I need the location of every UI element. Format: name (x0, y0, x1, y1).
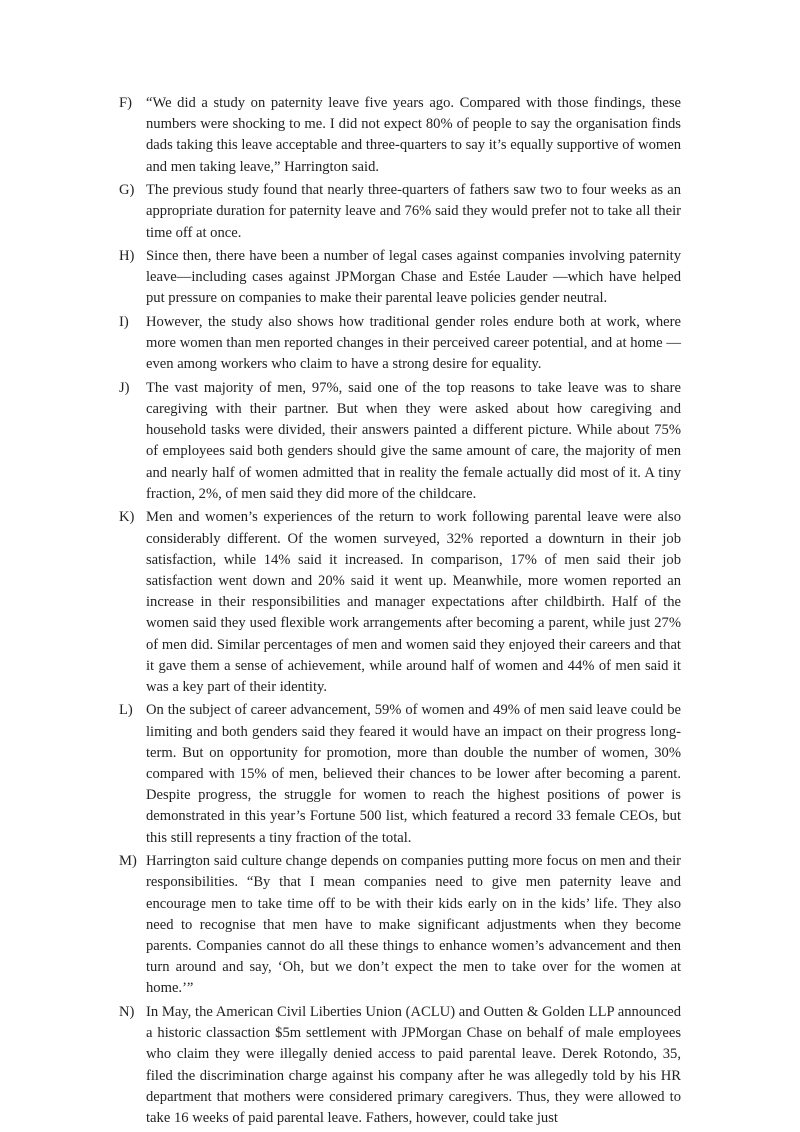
paragraph-text: In May, the American Civil Liberties Union (ACLU) and Outten & Golden LLP announced a historic classaction $5m settlement with JPMorgan Chase on behalf of male employees who claim they were illegally denied access to paid parental leave. Derek Rotondo, 35, filed the discrimination charge against his company after he was allegedly told by his HR department that mothers were considered primary caregivers. Thus, they were allowed to take 16 weeks of paid parental leave. Fathers, however, could take just (146, 1003, 681, 1126)
paragraph-text: However, the study also shows how traditional gender roles endure both at work, where more women than men reported changes in their perceived career potential, and at home — even among workers who claim to have a strong desire for equality. (146, 313, 681, 373)
paragraph-list (119, 93, 681, 1131)
paragraph-letter: I) (119, 313, 129, 330)
paragraph-letter: H) (119, 248, 135, 265)
paragraph-m (119, 851, 681, 999)
paragraph-n (119, 1002, 681, 1129)
paragraph-letter: N) (119, 1003, 135, 1020)
paragraph-text: The vast majority of men, 97%, said one of the top reasons to take leave was to share caregiving with their partner. But when they were asked about how caregiving and household tasks were divided, their answers painted a different picture. While about 75% of employees said both genders should give the same amount of care, the majority of men and nearly half of women admitted that in reality the female actually did most of it. A tiny fraction, 2%, of men said they did more of the childcare. (146, 379, 681, 502)
paragraph-text: The previous study found that nearly three-quarters of fathers saw two to four weeks as an appropriate duration for paternity leave and 76% said they would prefer not to take all their time off at once. (146, 182, 681, 241)
paragraph-g (119, 180, 681, 244)
paragraph-letter: G) (119, 182, 135, 199)
paragraph-text: On the subject of career advancement, 59% of women and 49% of men said leave could be limiting and both genders said they feared it would have an impact on their progress long- term. But on opportunity for promotion, more than double the number of women, 30% compared with 15% of men, believed their chances to be lower after becoming a parent. Despite progress, the struggle for women to reach the highest positions of power is demonstrated in this year’s Fortune 500 list, which featured a record 33 female CEOs, but this still represents a tiny fraction of the total. (146, 702, 681, 846)
paragraph-letter: F) (119, 95, 132, 111)
paragraph-text: Harrington said culture change depends on companies putting more focus on men and their responsibilities. “By that I mean companies need to give men paternity leave and encourage men to take time off to be with their kids early on in the kids’ life. They also need to recognise that men have to make significant adjustments when they become parents. Companies cannot do all these things to enhance women’s advancement and then turn around and say, ‘Oh, but we don’t expect the men to take over for the women at home.’” (146, 853, 681, 997)
paragraph-letter: J) (119, 379, 130, 396)
paragraph-letter: M) (119, 853, 137, 870)
paragraph-text: “We did a study on paternity leave five years ago. Compared with those findings, these numbers were shocking to me. I did not expect 80% of people to say the organisation finds dads taking this leave acceptable and three-quarters to say it’s equally supportive of women and men taking leave,” Harrington said. (146, 95, 681, 175)
paragraph-h (119, 246, 681, 310)
paragraph-text: Since then, there have been a number of legal cases against companies involving paternity leave—including cases against JPMorgan Chase and Estée Lauder —which have helped put pressure on companies to make their parental leave policies gender neutral. (146, 248, 681, 307)
paragraph-k (119, 507, 681, 698)
paragraph-f (119, 93, 681, 178)
paragraph-letter: K) (119, 509, 135, 526)
paragraph-letter: L) (119, 702, 133, 719)
paragraph-j (119, 378, 681, 505)
paragraph-l (119, 700, 681, 848)
paragraph-text: Men and women’s experiences of the return to work following parental leave were also considerably different. Of the women surveyed, 32% reported a downturn in their job satisfaction, while 14% said it increased. In comparison, 17% of men said their job satisfaction went down and 20% said it went up. Meanwhile, more women reported an increase in their responsibilities and manager expectations after childbirth. Half of the women said they used flexible work arrangements after becoming a parent, while just 27% of men did. Similar percentages of men and women said they enjoyed their careers and that it gave them a sense of achievement, while around half of women and 44% of men said it was a key part of their identity. (146, 509, 681, 695)
paragraph-i (119, 312, 681, 376)
